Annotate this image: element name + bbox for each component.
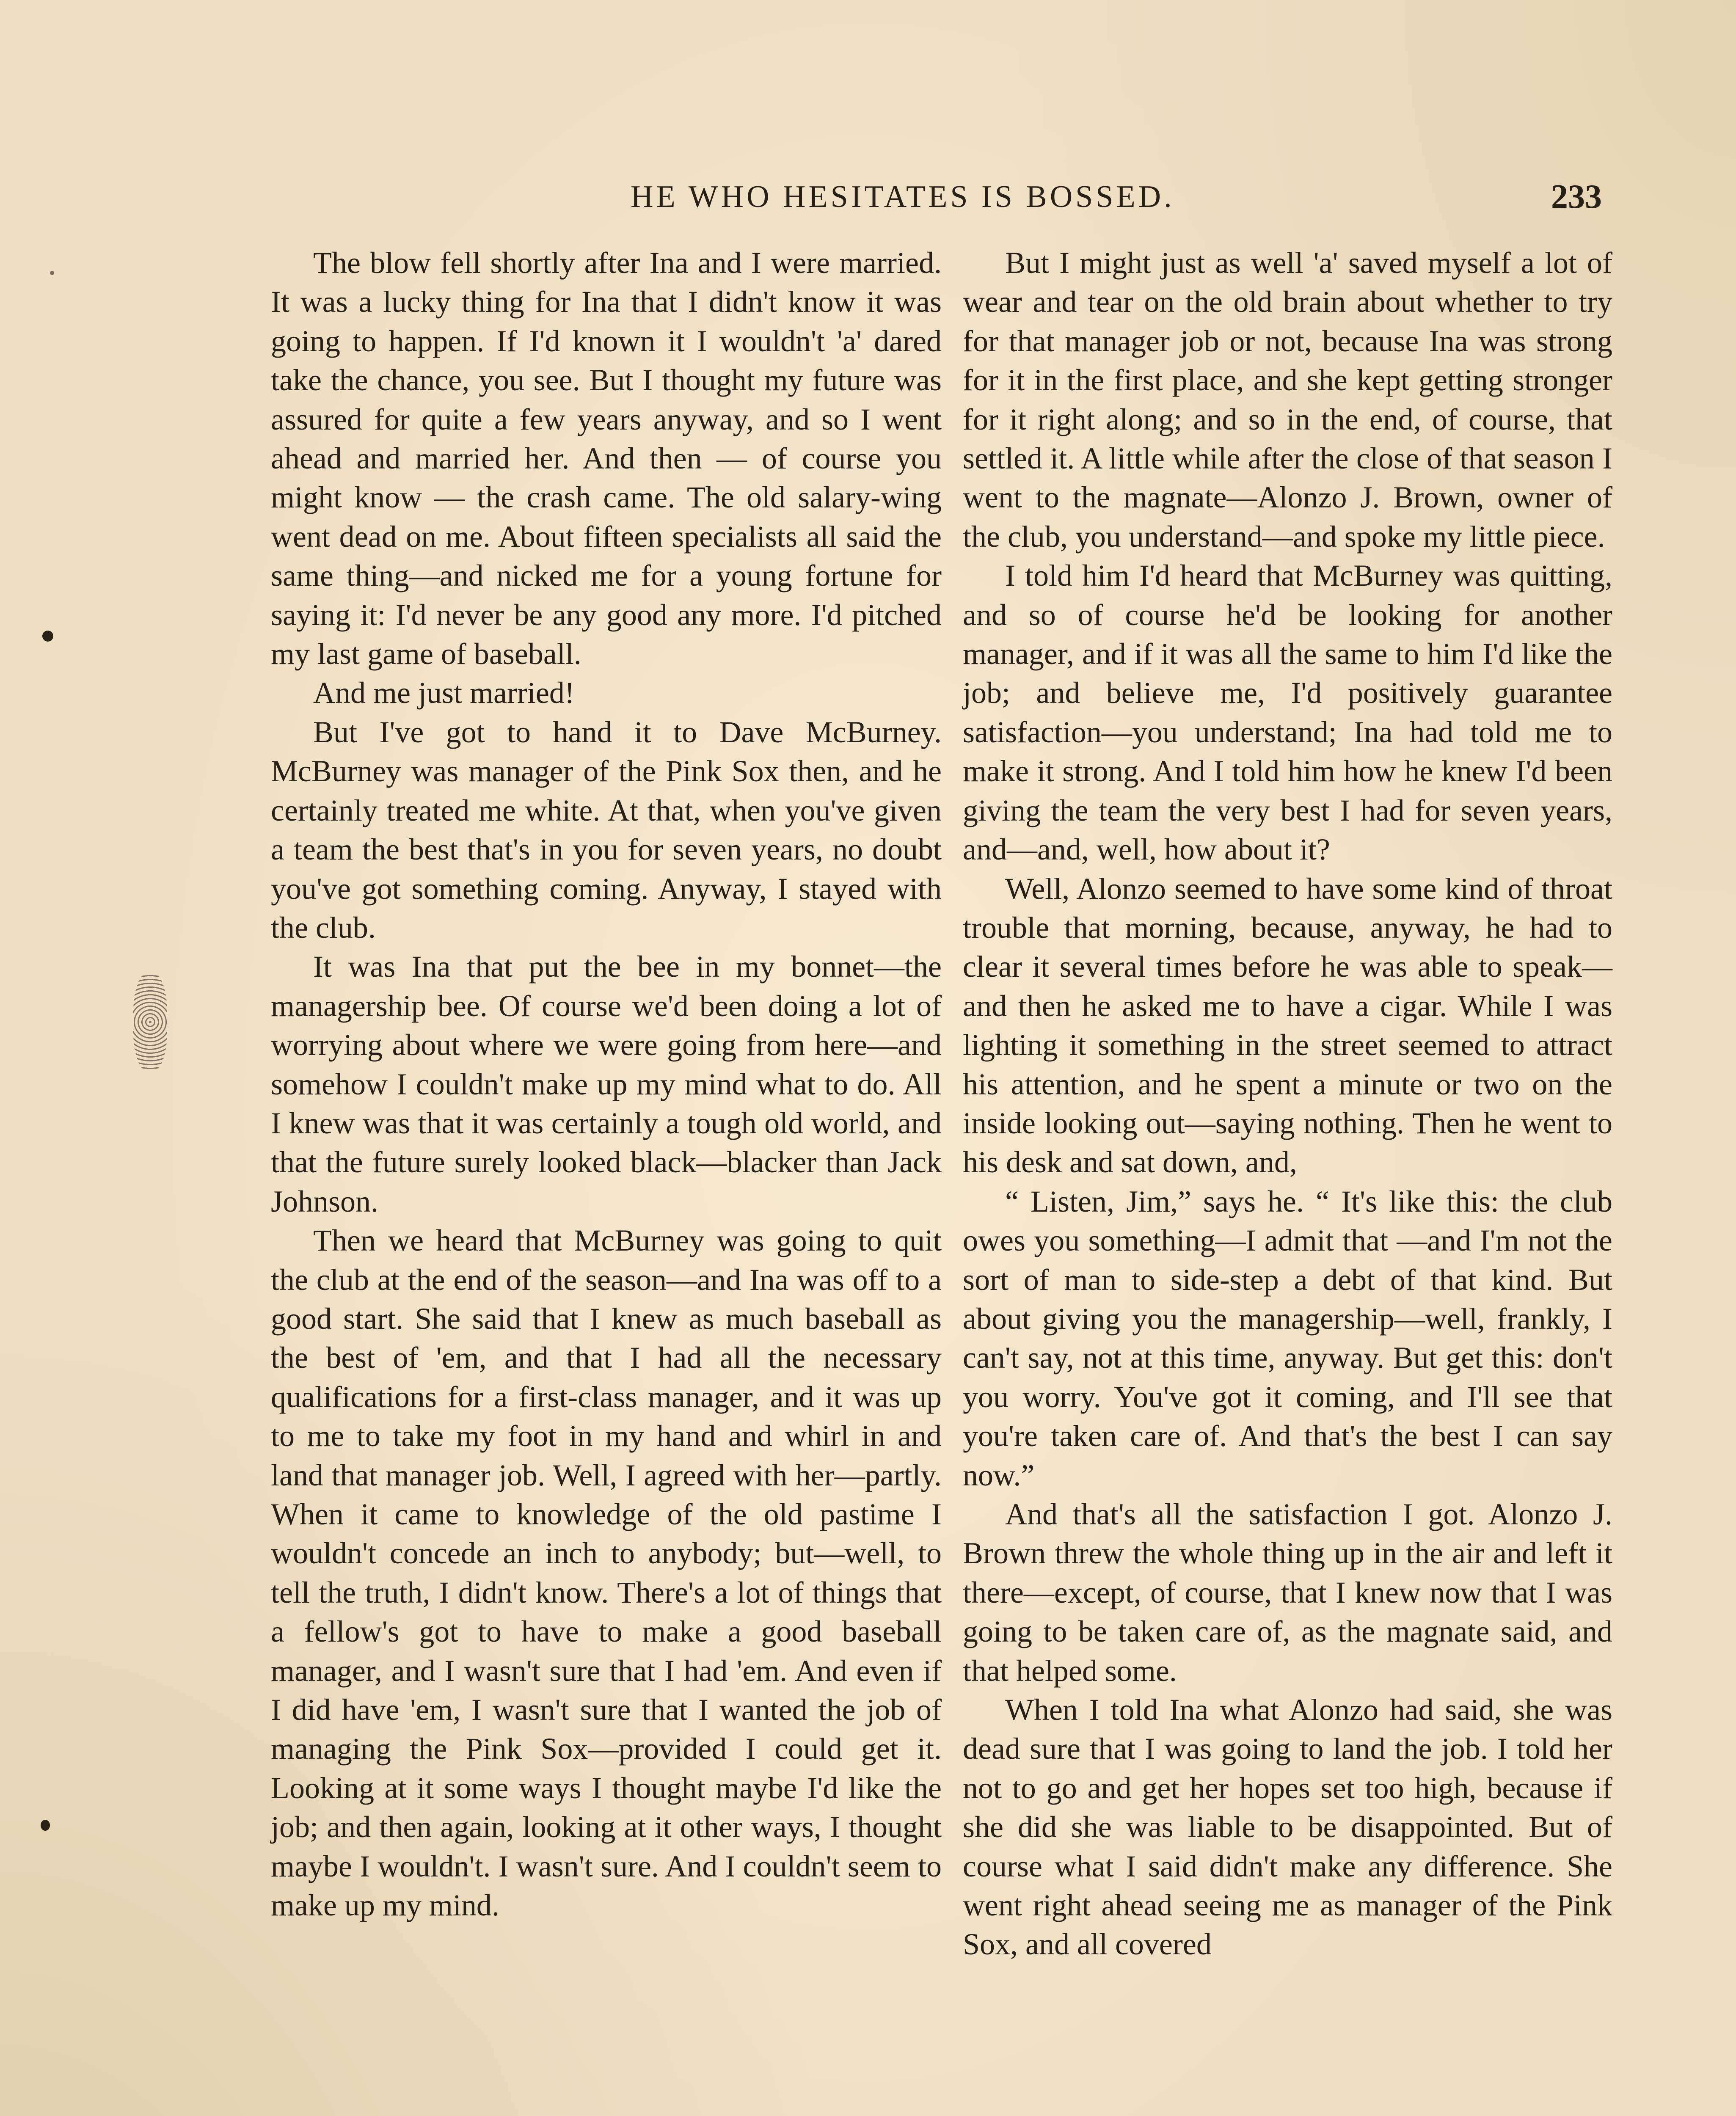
binding-hole — [50, 271, 54, 275]
running-head — [0, 174, 1736, 220]
paragraph: Then we heard that McBurney was going to quit the club at the end of the season—and Ina was off to a good start. She said that I knew as much baseball as the best of 'em, and that I had all the necessary qualifications for a first-class manager, and it was up to me to take my foot in my hand and whirl in and land that manager job. Well, I agreed with her—partly. When it came to knowledge of the old pastime I wouldn't concede an inch to anybody; but—well, to tell the truth, I didn't know. There's a lot of things that a fellow's got to have to make a good baseball manager, and I wasn't sure that I had 'em. And even if I did have 'em, I wasn't sure that I wanted the job of managing the Pink Sox—provided I could get it. Looking at it some ways I thought maybe I'd like the job; and then again, looking at it other ways, I thought maybe I wouldn't. I wasn't sure. And I couldn't seem to make up my mind. — [271, 1223, 942, 1923]
binding-hole — [42, 631, 53, 642]
paragraph: But I've got to hand it to Dave McBurney. McBurney was manager of the Pink Sox then, and he certainly treated me white. At that, when you've given a team the best that's in you for seven years, no doubt you've got something coming. Anyway, I stayed with the club. — [271, 715, 942, 945]
paragraph: It was Ina that put the bee in my bonnet—the managership bee. Of course we'd been doing a lot of worrying about where we were going from here—and somehow I couldn't make up my mind what to do. All I knew was that it was certainly a tough old world, and that the future surely looked black—blacker than Jack Johnson. — [271, 950, 942, 1218]
paragraph: When I told Ina what Alonzo had said, she was dead sure that I was going to land the job. I told her not to go and get her hopes set too high, because if she did she was liable to be disappointed. But of course what I said didn't make any difference. She went right ahead seeing me as manager of the Pink Sox, and all covered — [963, 1693, 1612, 1962]
paragraph: “ Listen, Jim,” says he. “ It's like this: the club owes you something—I admit that —and I'm not the sort of man to side-step a debt of that kind. But about giving you the managership—well, frankly, I can't say, not at this time, anyway. But get this: don't you worry. You've got it coming, and I'll see that you're taken care of. And that's the best I can say now.” — [963, 1184, 1612, 1492]
page-number: 233 — [1551, 178, 1602, 215]
running-title: HE WHO HESITATES IS BOSSED. — [631, 179, 1175, 214]
paragraph: And that's all the satisfaction I got. Alonzo J. Brown threw the whole thing up in the air and left it there—except, of course, that I knew now that I was going to be taken care of, as the magnate said, and that helped some. — [963, 1497, 1612, 1688]
binding-hole — [41, 1820, 50, 1831]
paragraph: And me just married! — [313, 676, 575, 710]
left-column — [271, 243, 942, 1925]
paragraph: I told him I'd heard that McBurney was quitting, and so of course he'd be looking for another manager, and if it was all the same to him I'd like the job; and believe me, I'd positively guarantee satisfaction—you understand; Ina had told me to make it strong. And I told him how he knew I'd been giving the team the very best I had for seven years, and—and, well, how about it? — [963, 559, 1612, 867]
paragraph: But I might just as well 'a' saved myself a lot of wear and tear on the old brain about whether to try for that manager job or not, because Ina was strong for it in the first place, and she kept getting stronger for it right along; and so in the end, of course, that settled it. A little while after the close of that season I went to the magnate—Alonzo J. Brown, owner of the club, you understand—and spoke my little piece. — [963, 246, 1612, 554]
paragraph: The blow fell shortly after Ina and I were married. It was a lucky thing for Ina that I didn't know it was going to happen. If I'd known it I wouldn't 'a' dared take the chance, you see. But I thought my future was assured for quite a few years anyway, and so I went ahead and married her. And then — of course you might know — the crash came. The old salary-wing went dead on me. About fifteen specialists all said the same thing—and nicked me for a young fortune for saying it: I'd never be any good any more. I'd pitched my last game of baseball. — [271, 246, 942, 671]
right-column — [963, 243, 1612, 1964]
paragraph: Well, Alonzo seemed to have some kind of throat trouble that morning, because, anyway, he had to clear it several times before he was able to speak—and then he asked me to have a cigar. While I was lighting it something in the street seemed to attract his attention, and he spent a minute or two on the inside looking out—saying nothing. Then he went to his desk and sat down, and, — [963, 871, 1612, 1179]
print-smudge — [133, 973, 167, 1071]
